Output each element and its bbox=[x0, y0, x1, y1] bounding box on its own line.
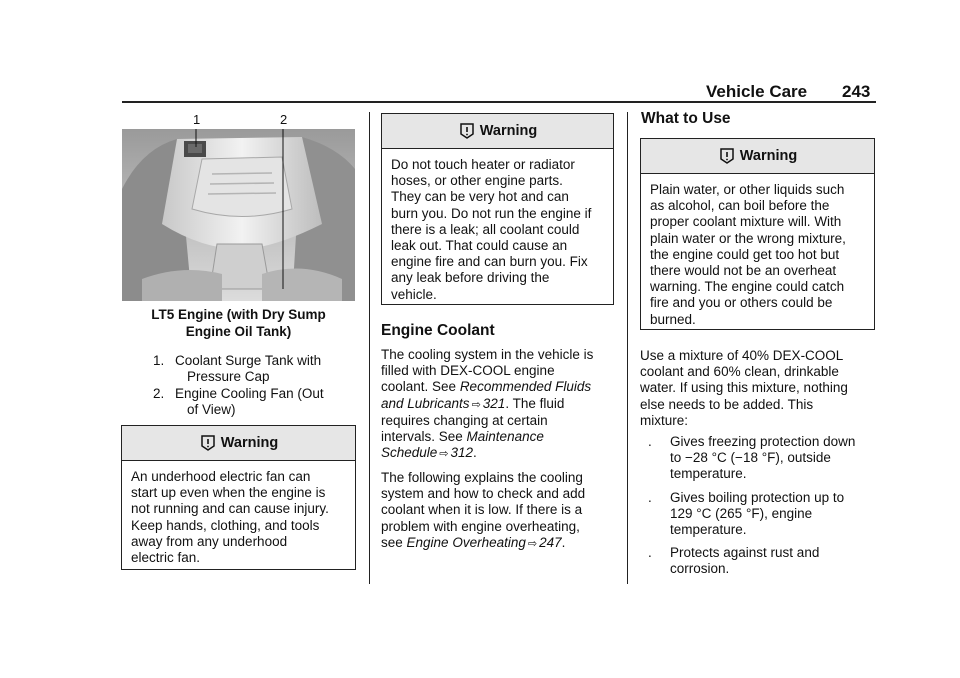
warning-text: Plain water, or other liquids such as alcohol, can boil before the proper coolant mixture will. With plain water or the wrong mixture, the engine could get too hot but there would not be an overheat warning. The engine could catch fire and you or others could be burned. bbox=[650, 182, 846, 327]
link-recommended-fluids[interactable]: Recommended Fluids bbox=[459, 379, 592, 395]
warning-header bbox=[641, 139, 874, 174]
warning-box-fan bbox=[121, 425, 356, 570]
figure-callout-2: 2 bbox=[280, 112, 288, 127]
warning-title: Warning bbox=[220, 435, 279, 451]
warning-text: Do not touch heater or radiator hoses, or other engine parts. They can be very hot and can burn you. Do not run the engine if there is a leak; all coolant could leak out. That could cause an engine fire and can burn you. Fix any leak before driving the vehicle. bbox=[391, 157, 592, 302]
column-divider-right bbox=[627, 112, 628, 584]
link-engine-overheating[interactable]: Engine Overheating bbox=[406, 534, 526, 550]
page-ref-arrow-icon: ⇨ bbox=[471, 398, 481, 411]
bullet-list bbox=[648, 434, 880, 578]
figure-caption-line-1: LT5 Engine (with Dry Sump bbox=[151, 307, 326, 322]
column-divider-left bbox=[369, 112, 370, 584]
page-number: 243 bbox=[842, 82, 871, 101]
warning-box-plain-water bbox=[640, 138, 875, 330]
warning-title: Warning bbox=[739, 148, 798, 164]
figure-list-item-2: Engine Cooling Fan (Out of View) bbox=[175, 386, 324, 418]
what-to-use-paragraph: Use a mixture of 40% DEX-COOL coolant and 60% clean, drinkable water. If using this mixture, nothing else needs to be added. This mixture: bbox=[640, 348, 848, 428]
warning-icon bbox=[458, 122, 476, 140]
engine-coolant-paragraph-2: The following explains the cooling system and how to check and add coolant when it is low. If there is a problem with engine overheating, see Engine Overheating ⇨ 247. bbox=[381, 470, 586, 550]
list-item: . Gives freezing protection down to −28 °C (−18 °F), outside temperature. bbox=[648, 434, 856, 482]
warning-icon bbox=[199, 434, 217, 452]
warning-header bbox=[382, 114, 613, 149]
bullet-mark: . bbox=[648, 434, 652, 449]
link-maintenance-schedule-cont[interactable]: Schedule bbox=[381, 445, 438, 461]
figure-caption bbox=[122, 306, 355, 340]
engine-bay-illustration bbox=[122, 129, 355, 301]
figure-callout-1: 1 bbox=[193, 112, 201, 127]
bullet-mark: . bbox=[648, 489, 652, 505]
list-item: . Gives boiling protection up to 129 °C (265 °F), engine temperature. bbox=[648, 489, 845, 538]
page-ref-arrow-icon: ⇨ bbox=[439, 448, 449, 461]
list-item: . Protects against rust and corrosion. bbox=[648, 545, 820, 577]
link-maintenance-schedule[interactable]: Maintenance bbox=[466, 429, 544, 445]
figure-list-number-1: 1. bbox=[153, 353, 165, 368]
page-ref-312[interactable]: 312 bbox=[450, 445, 474, 461]
page-ref-arrow-icon: ⇨ bbox=[527, 537, 538, 550]
warning-box-hot-parts bbox=[381, 113, 614, 305]
what-to-use-heading: What to Use bbox=[641, 110, 731, 127]
page-ref-321[interactable]: 321 bbox=[482, 395, 506, 411]
figure-list-item-1: Coolant Surge Tank with Pressure Cap bbox=[175, 353, 322, 385]
warning-icon bbox=[718, 147, 736, 165]
link-recommended-fluids-cont[interactable]: and Lubricants bbox=[381, 395, 470, 411]
engine-bay-photo bbox=[122, 129, 355, 301]
bullet-mark: . bbox=[648, 545, 652, 561]
warning-title: Warning bbox=[479, 123, 538, 139]
engine-coolant-paragraph-1: The cooling system in the vehicle is filled with DEX-COOL engine coolant. See Recommended Fluids and Lubricants ⇨ 321. The fluid requires changing at certain intervals. See Maintenance Schedule ⇨ 312. bbox=[381, 347, 594, 461]
header-title: Vehicle Care bbox=[706, 82, 808, 101]
figure-caption-line-2: Engine Oil Tank) bbox=[185, 324, 292, 339]
figure-list-number-2: 2. bbox=[153, 386, 165, 401]
page-ref-247[interactable]: 247 bbox=[539, 534, 562, 550]
warning-text: An underhood electric fan can start up even when the engine is not running and can cause injury. Keep hands, clothing, and tools away from any underhood electric fan. bbox=[131, 469, 329, 566]
engine-coolant-heading: Engine Coolant bbox=[381, 322, 495, 339]
warning-header bbox=[122, 426, 355, 461]
header-rule bbox=[122, 101, 876, 103]
